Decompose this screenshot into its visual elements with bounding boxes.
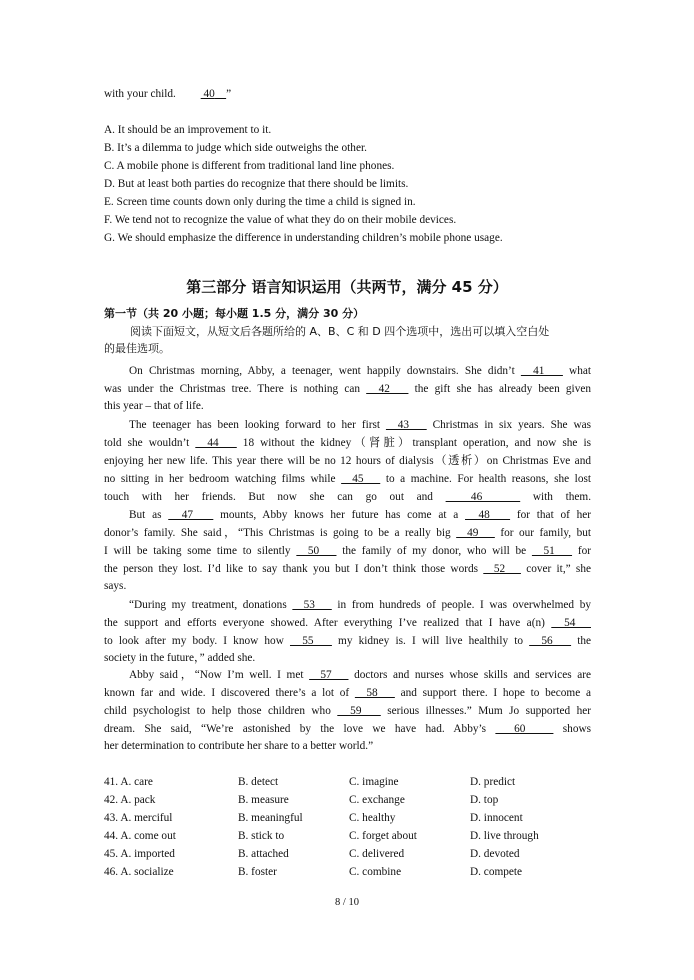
passage-line bbox=[104, 434, 591, 452]
option-a: A. It should be an improvement to it. bbox=[104, 124, 272, 136]
question-44-option-b: B. stick to bbox=[238, 830, 285, 842]
passage-text: the family of my donor, who will be bbox=[342, 545, 527, 557]
passage-line bbox=[129, 416, 591, 434]
passage-text: Abby said，“Now I’m well. I met bbox=[129, 669, 304, 681]
question-43-option-a: 43. A. merciful bbox=[104, 812, 173, 824]
blank-number: 50 bbox=[296, 545, 337, 557]
passage-line bbox=[104, 524, 591, 542]
passage-text: child psychologist to help those children who bbox=[104, 705, 331, 717]
passage-text: The teenager has been looking forward to her first bbox=[129, 419, 381, 431]
question-42-option-b: B. measure bbox=[238, 794, 289, 806]
passage-text: my kidney is. I will live healthily to bbox=[338, 635, 524, 647]
passage-line bbox=[129, 362, 591, 380]
instructions-line-1: 阅读下面短文，从短文后各题所给的 A、B、C 和 D 四个选项中，选出可以填入空白处 bbox=[130, 325, 550, 338]
blank-number: 42 bbox=[366, 383, 409, 395]
question-45-option-d: D. devoted bbox=[470, 848, 520, 860]
passage-text: dream. She said, “We’re astonished by the love we have had. Abby’s bbox=[104, 723, 487, 735]
question-45-option-c: C. delivered bbox=[349, 848, 405, 860]
blank-number: 54 bbox=[551, 617, 591, 629]
passage-text: 18 without the kidney（肾脏）transplant operation, and now she is bbox=[242, 437, 591, 449]
blank-number: 51 bbox=[531, 545, 573, 557]
passage-text: in from hundreds of people. I was overwhelmed by bbox=[337, 599, 591, 611]
question-43-option-c: C. healthy bbox=[349, 812, 396, 824]
passage-text: But as bbox=[129, 509, 162, 521]
passage-line bbox=[129, 666, 591, 684]
passage-line bbox=[129, 596, 591, 614]
passage-text: the bbox=[577, 635, 592, 647]
question-43-option-b: B. meaningful bbox=[238, 812, 303, 824]
passage-text: known far and wide. I discovered there’s a lot of bbox=[104, 687, 350, 699]
top-line: with your child. 40 ” bbox=[104, 88, 232, 100]
passage-text: donor’s family. She said，“This Christmas is going to be a really big bbox=[104, 527, 451, 539]
blank-number: 41 bbox=[520, 365, 563, 377]
passage-text: what bbox=[569, 365, 592, 377]
question-46-option-c: C. combine bbox=[349, 866, 402, 878]
passage-text: On Christmas morning, Abby, a teenager, went happily downstairs. She didn’t bbox=[129, 365, 515, 377]
question-44-option-a: 44. A. come out bbox=[104, 830, 176, 842]
blank-number: 58 bbox=[354, 687, 395, 699]
passage-text: for bbox=[577, 545, 591, 557]
question-41-option-b: B. detect bbox=[238, 776, 279, 788]
passage-line bbox=[104, 650, 255, 666]
option-g: G. We should emphasize the difference in understanding children’s mobile phone usage. bbox=[104, 232, 503, 244]
question-44-option-d: D. live through bbox=[470, 830, 539, 842]
blank-number: 44 bbox=[195, 437, 237, 449]
blank-number: 60 bbox=[495, 723, 554, 735]
passage-line bbox=[104, 632, 591, 650]
passage-line bbox=[104, 578, 126, 594]
section-title: 第一节（共 20 小题；每小题 1.5 分，满分 30 分） bbox=[104, 307, 365, 320]
blank-number: 48 bbox=[465, 509, 511, 521]
passage-text: touch with her friends. But now she can go out and bbox=[104, 491, 433, 503]
passage-text: the support and efforts everyone showed. After everything I’ve realized that I have a(n) bbox=[104, 617, 545, 629]
blank-number: 49 bbox=[456, 527, 495, 539]
passage-text: Christmas in six years. She was bbox=[432, 419, 592, 431]
passage-text: enjoying her new life. This year there will be no 12 hours of dialysis（透析）on Christmas Eve and bbox=[104, 455, 591, 467]
blank-number: 46 bbox=[445, 491, 521, 503]
blank-number: 56 bbox=[529, 635, 572, 647]
question-41-option-a: 41. A. care bbox=[104, 776, 153, 788]
passage-line bbox=[104, 560, 591, 578]
passage-line bbox=[104, 470, 591, 488]
question-42-option-a: 42. A. pack bbox=[104, 794, 156, 806]
passage-text: for that of her bbox=[516, 509, 592, 521]
passage-text: told she wouldn’t bbox=[104, 437, 190, 449]
passage-line bbox=[104, 488, 591, 506]
question-42-option-c: C. exchange bbox=[349, 794, 405, 806]
question-46-option-b: B. foster bbox=[238, 866, 277, 878]
blank-number: 45 bbox=[341, 473, 381, 485]
passage-line bbox=[104, 738, 373, 754]
passage-line bbox=[129, 506, 591, 524]
passage-text: the person they lost. I’d like to say thank you but I don’t think those words bbox=[104, 563, 479, 575]
question-46-option-d: D. compete bbox=[470, 866, 523, 878]
option-b: B. It’s a dilemma to judge which side outweighs the other. bbox=[104, 142, 367, 154]
passage-line bbox=[104, 614, 591, 632]
passage-line bbox=[104, 452, 591, 470]
question-43-option-d: D. innocent bbox=[470, 812, 523, 824]
question-41-option-c: C. imagine bbox=[349, 776, 399, 788]
instructions-line-2: 的最佳选项。 bbox=[104, 342, 170, 355]
question-41-option-d: D. predict bbox=[470, 776, 516, 788]
blank-number: 59 bbox=[337, 705, 381, 717]
passage-line bbox=[104, 380, 591, 398]
passage-text: with them. bbox=[532, 491, 592, 503]
blank-number: 52 bbox=[483, 563, 521, 575]
passage-text: her determination to contribute her share to a better world.” bbox=[104, 740, 374, 752]
passage-text: for our family, but bbox=[500, 527, 592, 539]
part-title: 第三部分 语言知识运用（共两节，满分 45 分） bbox=[186, 278, 508, 296]
passage-text: shows bbox=[562, 723, 592, 735]
blank-number: 55 bbox=[289, 635, 332, 647]
page-number: 8 / 10 bbox=[335, 897, 359, 908]
question-46-option-a: 46. A. socialize bbox=[104, 866, 174, 878]
passage-text: doctors and nurses whose skills and services are bbox=[354, 669, 592, 681]
question-45-option-b: B. attached bbox=[238, 848, 289, 860]
passage-text: to a machine. For health reasons, she lost bbox=[385, 473, 592, 485]
passage-text: was under the Christmas tree. There is nothing can bbox=[104, 383, 361, 395]
blank-number: 53 bbox=[292, 599, 332, 611]
blank-number: 47 bbox=[168, 509, 214, 521]
option-d: D. But at least both parties do recognize that there should be limits. bbox=[104, 178, 409, 190]
passage-text: says. bbox=[104, 580, 127, 592]
passage-text: “During my treatment, donations bbox=[129, 599, 287, 611]
passage-text: serious illnesses.” Mum Jo supported her bbox=[387, 705, 591, 717]
option-f: F. We tend not to recognize the value of what they do on their mobile devices. bbox=[104, 214, 457, 226]
passage-text: society in the future，” added she. bbox=[104, 652, 256, 664]
option-e: E. Screen time counts down only during the time a child is signed in. bbox=[104, 196, 416, 208]
passage-text: and support there. I hope to become a bbox=[400, 687, 591, 699]
blank-number: 43 bbox=[385, 419, 427, 431]
question-42-option-d: D. top bbox=[470, 794, 499, 806]
passage-text: cover it,” she bbox=[526, 563, 591, 575]
passage-text: I will be taking some time to silently bbox=[104, 545, 291, 557]
passage-line bbox=[104, 542, 591, 560]
passage-line bbox=[104, 702, 591, 720]
question-45-option-a: 45. A. imported bbox=[104, 848, 175, 860]
option-c: C. A mobile phone is different from traditional land line phones. bbox=[104, 160, 395, 172]
passage-text: mounts, Abby knows her future has come at a bbox=[220, 509, 459, 521]
passage-line bbox=[104, 398, 204, 414]
blank-number: 57 bbox=[309, 669, 349, 681]
blank-40: 40 bbox=[203, 88, 215, 100]
passage-text: the gift she has already been given bbox=[414, 383, 592, 395]
top-line-text: with your child. bbox=[104, 88, 176, 100]
passage-line bbox=[104, 720, 591, 738]
question-44-option-c: C. forget about bbox=[349, 830, 417, 842]
passage-text: this year – that of life. bbox=[104, 400, 204, 412]
passage-line bbox=[104, 684, 591, 702]
passage-text: no sitting in her bedroom watching films while bbox=[104, 473, 336, 485]
passage-text: to look after my body. I know how bbox=[104, 635, 284, 647]
